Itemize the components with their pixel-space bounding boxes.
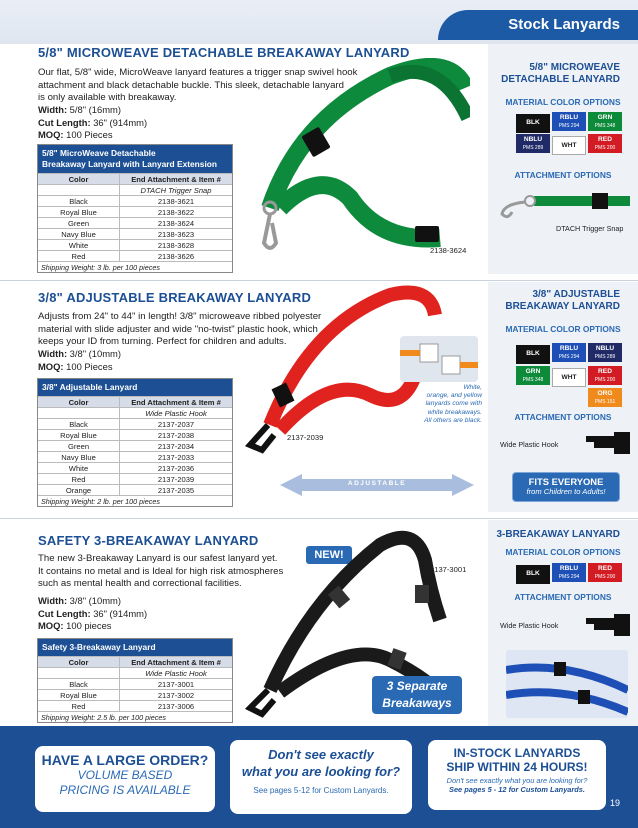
item-number-cell: 2137-2037	[157, 420, 195, 429]
fits-line: FITS EVERYONE	[528, 476, 604, 487]
cut-label: Cut Length:	[38, 116, 91, 128]
callout-line: 3 Separate	[386, 679, 448, 693]
section2-image-caption: 2137-2039	[287, 433, 324, 442]
width-value: 3/8" (10mm)	[67, 348, 121, 359]
panel-title: 3-BREAKAWAY LANYARD	[496, 529, 620, 540]
swatch-royal-blue	[552, 112, 586, 131]
desc-line: Our flat, 5/8" wide, MicroWeave lanyard features a trigger snap swivel hook	[38, 67, 358, 78]
color-cell: Black	[38, 419, 120, 429]
table-title-line: Breakaway Lanyard with Lanyard Extension	[42, 159, 218, 169]
material-colors-heading: MATERIAL COLOR OPTIONS	[505, 547, 621, 557]
desc-line: It contains no metal and is Ideal for high risk atmospheres	[38, 565, 284, 577]
in-stock-box	[428, 740, 606, 810]
table-row	[38, 418, 232, 429]
item-number-cell: 2137-2033	[157, 453, 195, 462]
trigger-snap-icon	[494, 184, 634, 227]
item-number-cell: 2138-3623	[157, 230, 195, 239]
box-heading: IN-STOCK LANYARDS	[453, 746, 581, 760]
width-value: 3/8" (10mm)	[67, 595, 121, 606]
swatch-code: RBLU	[559, 345, 579, 352]
swatch-green	[588, 112, 622, 131]
color-cell: Royal Blue	[38, 430, 120, 440]
table-subheader-row	[38, 184, 232, 195]
box-heading: HAVE A LARGE ORDER?	[41, 752, 209, 768]
section3-table	[37, 638, 233, 723]
attachment-options-heading: ATTACHMENT OPTIONS	[514, 412, 612, 422]
swatch-red	[588, 563, 622, 582]
cut-label: Cut Length:	[38, 607, 91, 619]
item-number-cell: 2138-3624	[157, 219, 195, 228]
shipping-weight: Shipping Weight: 3 lb. per 100 pieces	[38, 261, 232, 272]
color-cell: Green	[38, 218, 120, 228]
table-header-row	[38, 396, 232, 407]
section3-specs	[38, 595, 147, 633]
color-cell: Red	[38, 474, 120, 484]
swatch-red	[588, 366, 622, 385]
moq-value: 100 Pieces	[63, 129, 113, 140]
item-number-cell: 2138-3628	[157, 241, 195, 250]
width-label: Width:	[38, 595, 68, 606]
large-order-box	[35, 746, 215, 812]
box-text: PRICING IS AVAILABLE	[59, 783, 191, 797]
section3-image-caption: 2137-3001	[430, 565, 467, 574]
fits-line: from Children to Adults!	[526, 487, 606, 496]
green-lanyard-image	[240, 58, 470, 258]
table-subheader-row	[38, 667, 232, 678]
width-label: Width:	[38, 104, 68, 115]
color-cell: Navy Blue	[38, 452, 120, 462]
color-cell: White	[38, 240, 120, 250]
section2-options-panel	[488, 282, 638, 512]
note-line: orange, and yellow	[426, 392, 482, 400]
attachment-subheader: DTACH Trigger Snap	[140, 186, 212, 195]
swatch-black	[516, 345, 550, 364]
adjustable-label: ADJUSTABLE	[347, 480, 407, 487]
swatch-pms: PMS 200	[594, 377, 616, 383]
swatch-red	[588, 134, 622, 153]
swatch-code: GRN	[525, 368, 541, 375]
swatch-code: BLK	[526, 350, 540, 357]
desc-line: attachment and black detachable buckle. This sleek, detachable lanyard	[38, 79, 344, 91]
moq-value: 100 Pieces	[63, 360, 113, 372]
adjustable-arrow	[280, 474, 474, 496]
table-row	[38, 700, 232, 711]
section1-table	[37, 144, 233, 273]
swatch-code: WHT	[561, 142, 577, 149]
swatch-green	[516, 366, 550, 385]
panel-title-line: BREAKAWAY LANYARD	[505, 301, 620, 312]
color-cell: Royal Blue	[38, 207, 120, 217]
table-row	[38, 239, 232, 250]
table-row	[38, 473, 232, 484]
table-row	[38, 462, 232, 473]
swatch-code: RED	[598, 565, 612, 572]
note-line: White,	[463, 384, 482, 391]
section3-title: SAFETY 3-BREAKAWAY LANYARD	[38, 533, 259, 548]
table-title-line: 5/8" MicroWeave Detachable	[42, 148, 156, 158]
white-breakaway-inset	[400, 336, 478, 382]
breakaway-color-note	[400, 384, 482, 425]
swatch-orange	[588, 388, 622, 407]
column-header: Color	[38, 397, 120, 407]
panel-title-line: 3/8" ADJUSTABLE	[532, 289, 620, 300]
attachment-options-heading: ATTACHMENT OPTIONS	[514, 170, 612, 180]
panel-title-line: DETACHABLE LANYARD	[501, 74, 620, 85]
desc-line: such as mental health and correctional facilities.	[38, 578, 242, 589]
swatch-code: RBLU	[559, 114, 579, 121]
table-row	[38, 206, 232, 217]
swatch-code: NBLU	[523, 136, 543, 143]
moq-value: 100 pieces	[63, 620, 112, 631]
attachment-options-heading: ATTACHMENT OPTIONS	[514, 592, 612, 602]
desc-line: is only available with breakaway.	[38, 92, 177, 103]
swatch-code: ORG	[597, 390, 613, 397]
swatch-pms: PMS 348	[522, 377, 544, 383]
page-title: Stock Lanyards	[508, 16, 620, 33]
attachment-subheader: Wide Plastic Hook	[145, 409, 207, 418]
plastic-hook-icon	[584, 428, 634, 463]
section1-title: 5/8" MICROWEAVE DETACHABLE BREAKAWAY LANYARD	[38, 45, 410, 60]
table-title: 3/8" Adjustable Lanyard	[38, 379, 232, 396]
item-number-cell: 2138-3626	[157, 252, 195, 261]
color-cell: Red	[38, 701, 120, 711]
swatch-black	[516, 565, 550, 584]
item-number-cell: 2137-3006	[157, 702, 195, 711]
item-number-cell: 2137-2035	[157, 486, 195, 495]
attachment-label: Wide Plastic Hook	[500, 621, 559, 630]
item-number-cell: 2137-2038	[157, 431, 195, 440]
item-number-cell: 2137-3001	[157, 680, 195, 689]
color-cell: Black	[38, 196, 120, 206]
empty-cell	[38, 185, 120, 195]
item-number-cell: 2137-2034	[157, 442, 195, 451]
swatch-white	[552, 136, 586, 155]
swatch-pms: PMS 151	[594, 399, 616, 405]
color-cell: Royal Blue	[38, 690, 120, 700]
swatch-pms: PMS 200	[594, 145, 616, 151]
custom-lanyards-box	[230, 740, 412, 814]
cut-value: 36" (914mm)	[90, 607, 148, 619]
width-value: 5/8" (16mm)	[67, 104, 121, 115]
attachment-label: Wide Plastic Hook	[500, 440, 559, 449]
panel-title-line: 5/8" MICROWEAVE	[529, 62, 620, 73]
item-number-cell: 2137-2036	[157, 464, 195, 473]
table-row	[38, 678, 232, 689]
moq-label: MOQ:	[38, 129, 64, 140]
swatch-royal-blue	[552, 343, 586, 362]
table-row	[38, 429, 232, 440]
section1-specs	[38, 104, 147, 142]
swatch-pms: PMS 294	[558, 123, 580, 129]
color-cell: Green	[38, 441, 120, 451]
new-badge: NEW!	[306, 546, 352, 564]
swatch-pms: PMS 289	[594, 354, 616, 360]
color-cell: Red	[38, 251, 120, 261]
box-text: See pages 5 - 12 for Custom Lanyards.	[449, 785, 585, 794]
moq-label: MOQ:	[38, 360, 64, 372]
cut-value: 36" (914mm)	[90, 116, 148, 128]
column-header: End Attachment & Item #	[131, 398, 221, 407]
swatch-code: NBLU	[595, 345, 615, 352]
color-cell: Orange	[38, 485, 120, 495]
shipping-weight: Shipping Weight: 2 lb. per 100 pieces	[38, 495, 232, 506]
section2-table	[37, 378, 233, 507]
plastic-hook-icon	[584, 610, 634, 645]
color-cell: Navy Blue	[38, 229, 120, 239]
table-row	[38, 689, 232, 700]
empty-cell	[38, 668, 120, 678]
material-colors-heading: MATERIAL COLOR OPTIONS	[505, 97, 621, 107]
desc-line: The new 3-Breakaway Lanyard is our safest lanyard yet.	[38, 553, 278, 564]
table-subheader-row	[38, 407, 232, 418]
swatch-code: RED	[598, 368, 612, 375]
table-title	[38, 145, 232, 173]
breakaway-closeup-image	[506, 650, 628, 718]
table-row	[38, 250, 232, 261]
note-line: lanyards come with	[425, 400, 482, 408]
item-number-cell: 2137-2039	[157, 475, 195, 484]
section1-options-panel	[488, 44, 638, 274]
swatch-black	[516, 114, 550, 133]
swatch-navy-blue	[516, 134, 550, 153]
swatch-pms: PMS 294	[558, 574, 580, 580]
swatch-code: BLK	[526, 119, 540, 126]
table-body	[38, 678, 232, 711]
column-header: End Attachment & Item #	[131, 658, 221, 667]
box-text: VOLUME BASED	[77, 768, 173, 782]
three-breakaways-callout	[372, 676, 462, 714]
table-row	[38, 484, 232, 495]
swatch-code: RBLU	[559, 565, 579, 572]
section3-options-panel	[488, 520, 638, 726]
item-number-cell: 2137-3002	[157, 691, 195, 700]
attachment-label: DTACH Trigger Snap	[556, 224, 624, 233]
note-line: All others are black.	[424, 416, 482, 424]
table-row	[38, 195, 232, 206]
table-row	[38, 440, 232, 451]
attachment-subheader: Wide Plastic Hook	[145, 669, 207, 678]
swatch-code: GRN	[597, 114, 613, 121]
header-tab	[438, 10, 638, 40]
section-divider	[0, 518, 638, 519]
table-body	[38, 195, 232, 261]
color-cell: Black	[38, 679, 120, 689]
swatch-code: RED	[598, 136, 612, 143]
section-divider	[0, 280, 638, 281]
table-title: Safety 3-Breakaway Lanyard	[38, 639, 232, 656]
panel-title	[488, 289, 638, 313]
shipping-weight: Shipping Weight: 2.5 lb. per 100 pieces	[38, 711, 232, 722]
swatch-code: BLK	[526, 570, 540, 577]
item-number-cell: 2138-3622	[157, 208, 195, 217]
table-row	[38, 217, 232, 228]
width-label: Width:	[38, 348, 68, 359]
callout-line: Breakaways	[382, 696, 452, 710]
panel-title	[488, 62, 638, 86]
desc-line: material with slide adjuster and wide "no-twist" plastic hook, which	[38, 323, 318, 335]
box-heading: Don't see exactly	[268, 747, 374, 762]
item-number-cell: 2138-3621	[157, 197, 195, 206]
swatch-pms: PMS 289	[522, 145, 544, 151]
swatch-pms: PMS 348	[594, 123, 616, 129]
note-line: white breakaways.	[427, 408, 482, 416]
table-body	[38, 418, 232, 495]
column-header: End Attachment & Item #	[131, 175, 221, 184]
box-heading: what you are looking for?	[241, 764, 401, 779]
table-header-row	[38, 656, 232, 667]
swatch-royal-blue	[552, 563, 586, 582]
swatch-white	[552, 368, 586, 387]
column-header: Color	[38, 657, 120, 667]
table-row	[38, 228, 232, 239]
box-text: See pages 5-12 for Custom Lanyards.	[253, 786, 389, 795]
table-row	[38, 451, 232, 462]
table-header-row	[38, 173, 232, 184]
section2-specs	[38, 348, 121, 373]
page-number: 19	[609, 798, 620, 808]
swatch-pms: PMS 294	[558, 354, 580, 360]
box-text: Don't see exactly what you are looking for?	[446, 776, 588, 785]
desc-line: keeps your ID from turning. Perfect for children and adults.	[38, 336, 287, 347]
column-header: Color	[38, 174, 120, 184]
swatch-code: WHT	[561, 374, 577, 381]
color-cell: White	[38, 463, 120, 473]
empty-cell	[38, 408, 120, 418]
material-colors-heading: MATERIAL COLOR OPTIONS	[505, 324, 621, 334]
swatch-pms: PMS 200	[594, 574, 616, 580]
desc-line: Adjusts from 24" to 44" in length! 3/8" microweave ribbed polyester	[38, 311, 322, 322]
moq-label: MOQ:	[38, 620, 64, 631]
fits-everyone-badge	[512, 472, 620, 502]
swatch-navy-blue	[588, 343, 622, 362]
section1-image-caption: 2138-3624	[430, 246, 467, 255]
box-heading: SHIP WITHIN 24 HOURS!	[446, 760, 588, 774]
section2-title: 3/8" ADJUSTABLE BREAKAWAY LANYARD	[38, 290, 312, 305]
